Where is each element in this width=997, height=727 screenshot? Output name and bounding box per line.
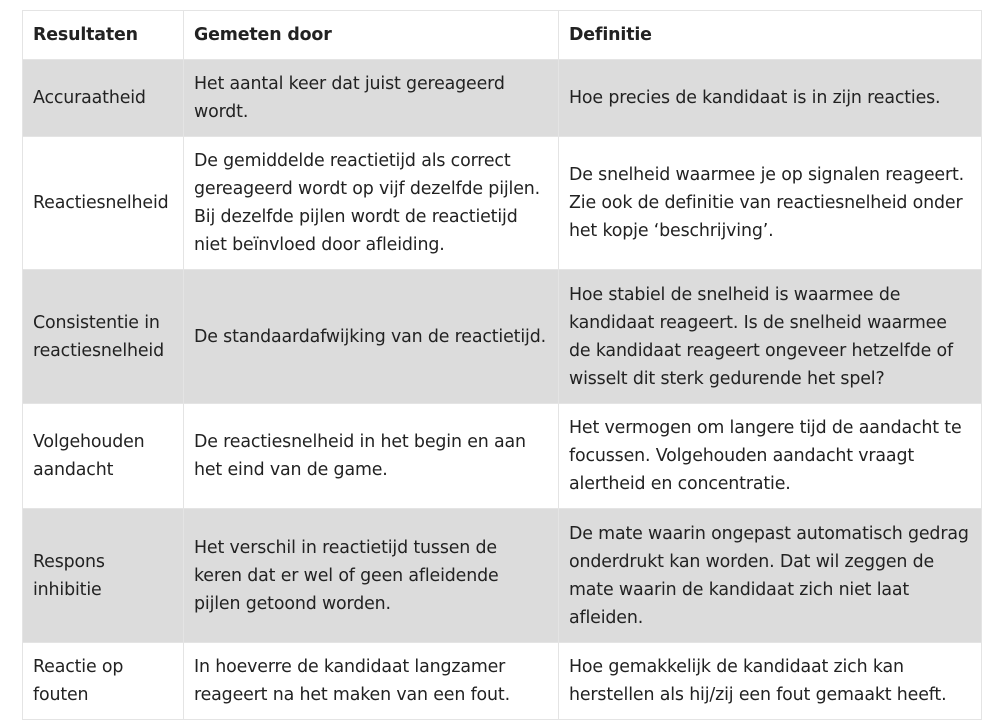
cell-definitie: Hoe stabiel de snelheid is waarmee de kandidaat reageert. Is de snelheid waarmee de kandidaat reageert ongeveer hetzelfde of wisselt dit sterk gedurende het spel? xyxy=(559,270,982,404)
cell-resultaat: Reactie op fouten xyxy=(23,643,184,720)
cell-gemeten-door: Het aantal keer dat juist gereageerd wordt. xyxy=(184,60,559,137)
cell-gemeten-door: Het verschil in reactietijd tussen de keren dat er wel of geen afleidende pijlen getoond worden. xyxy=(184,509,559,643)
table-row xyxy=(23,270,982,404)
table-row xyxy=(23,137,982,270)
cell-definitie: De mate waarin ongepast automatisch gedrag onderdrukt kan worden. Dat wil zeggen de mate waarin de kandidaat zich niet laat afleiden. xyxy=(559,509,982,643)
cell-resultaat: Reactiesnelheid xyxy=(23,137,184,270)
table-row xyxy=(23,509,982,643)
cell-gemeten-door: In hoeverre de kandidaat langzamer reageert na het maken van een fout. xyxy=(184,643,559,720)
header-definitie: Definitie xyxy=(559,11,982,60)
cell-resultaat: Accuraatheid xyxy=(23,60,184,137)
header-gemeten-door: Gemeten door xyxy=(184,11,559,60)
cell-definitie: Het vermogen om langere tijd de aandacht te focussen. Volgehouden aandacht vraagt alertheid en concentratie. xyxy=(559,404,982,509)
header-row xyxy=(23,11,982,60)
table-body xyxy=(23,60,982,720)
cell-resultaat: Volgehouden aandacht xyxy=(23,404,184,509)
cell-resultaat: Respons inhibitie xyxy=(23,509,184,643)
cell-definitie: Hoe precies de kandidaat is in zijn reacties. xyxy=(559,60,982,137)
cell-gemeten-door: De reactiesnelheid in het begin en aan het eind van de game. xyxy=(184,404,559,509)
cell-gemeten-door: De gemiddelde reactietijd als correct gereageerd wordt op vijf dezelfde pijlen. Bij dezelfde pijlen wordt de reactietijd niet beïnvloed door afleiding. xyxy=(184,137,559,270)
table-row xyxy=(23,643,982,720)
table-row xyxy=(23,404,982,509)
cell-definitie: De snelheid waarmee je op signalen reageert. Zie ook de definitie van reactiesnelheid onder het kopje ‘beschrijving’. xyxy=(559,137,982,270)
cell-definitie: Hoe gemakkelijk de kandidaat zich kan herstellen als hij/zij een fout gemaakt heeft. xyxy=(559,643,982,720)
table-row xyxy=(23,60,982,137)
header-resultaten: Resultaten xyxy=(23,11,184,60)
cell-resultaat: Consistentie in reactiesnelheid xyxy=(23,270,184,404)
cell-gemeten-door: De standaardafwijking van de reactietijd. xyxy=(184,270,559,404)
table-header xyxy=(23,11,982,60)
results-table xyxy=(22,10,982,720)
